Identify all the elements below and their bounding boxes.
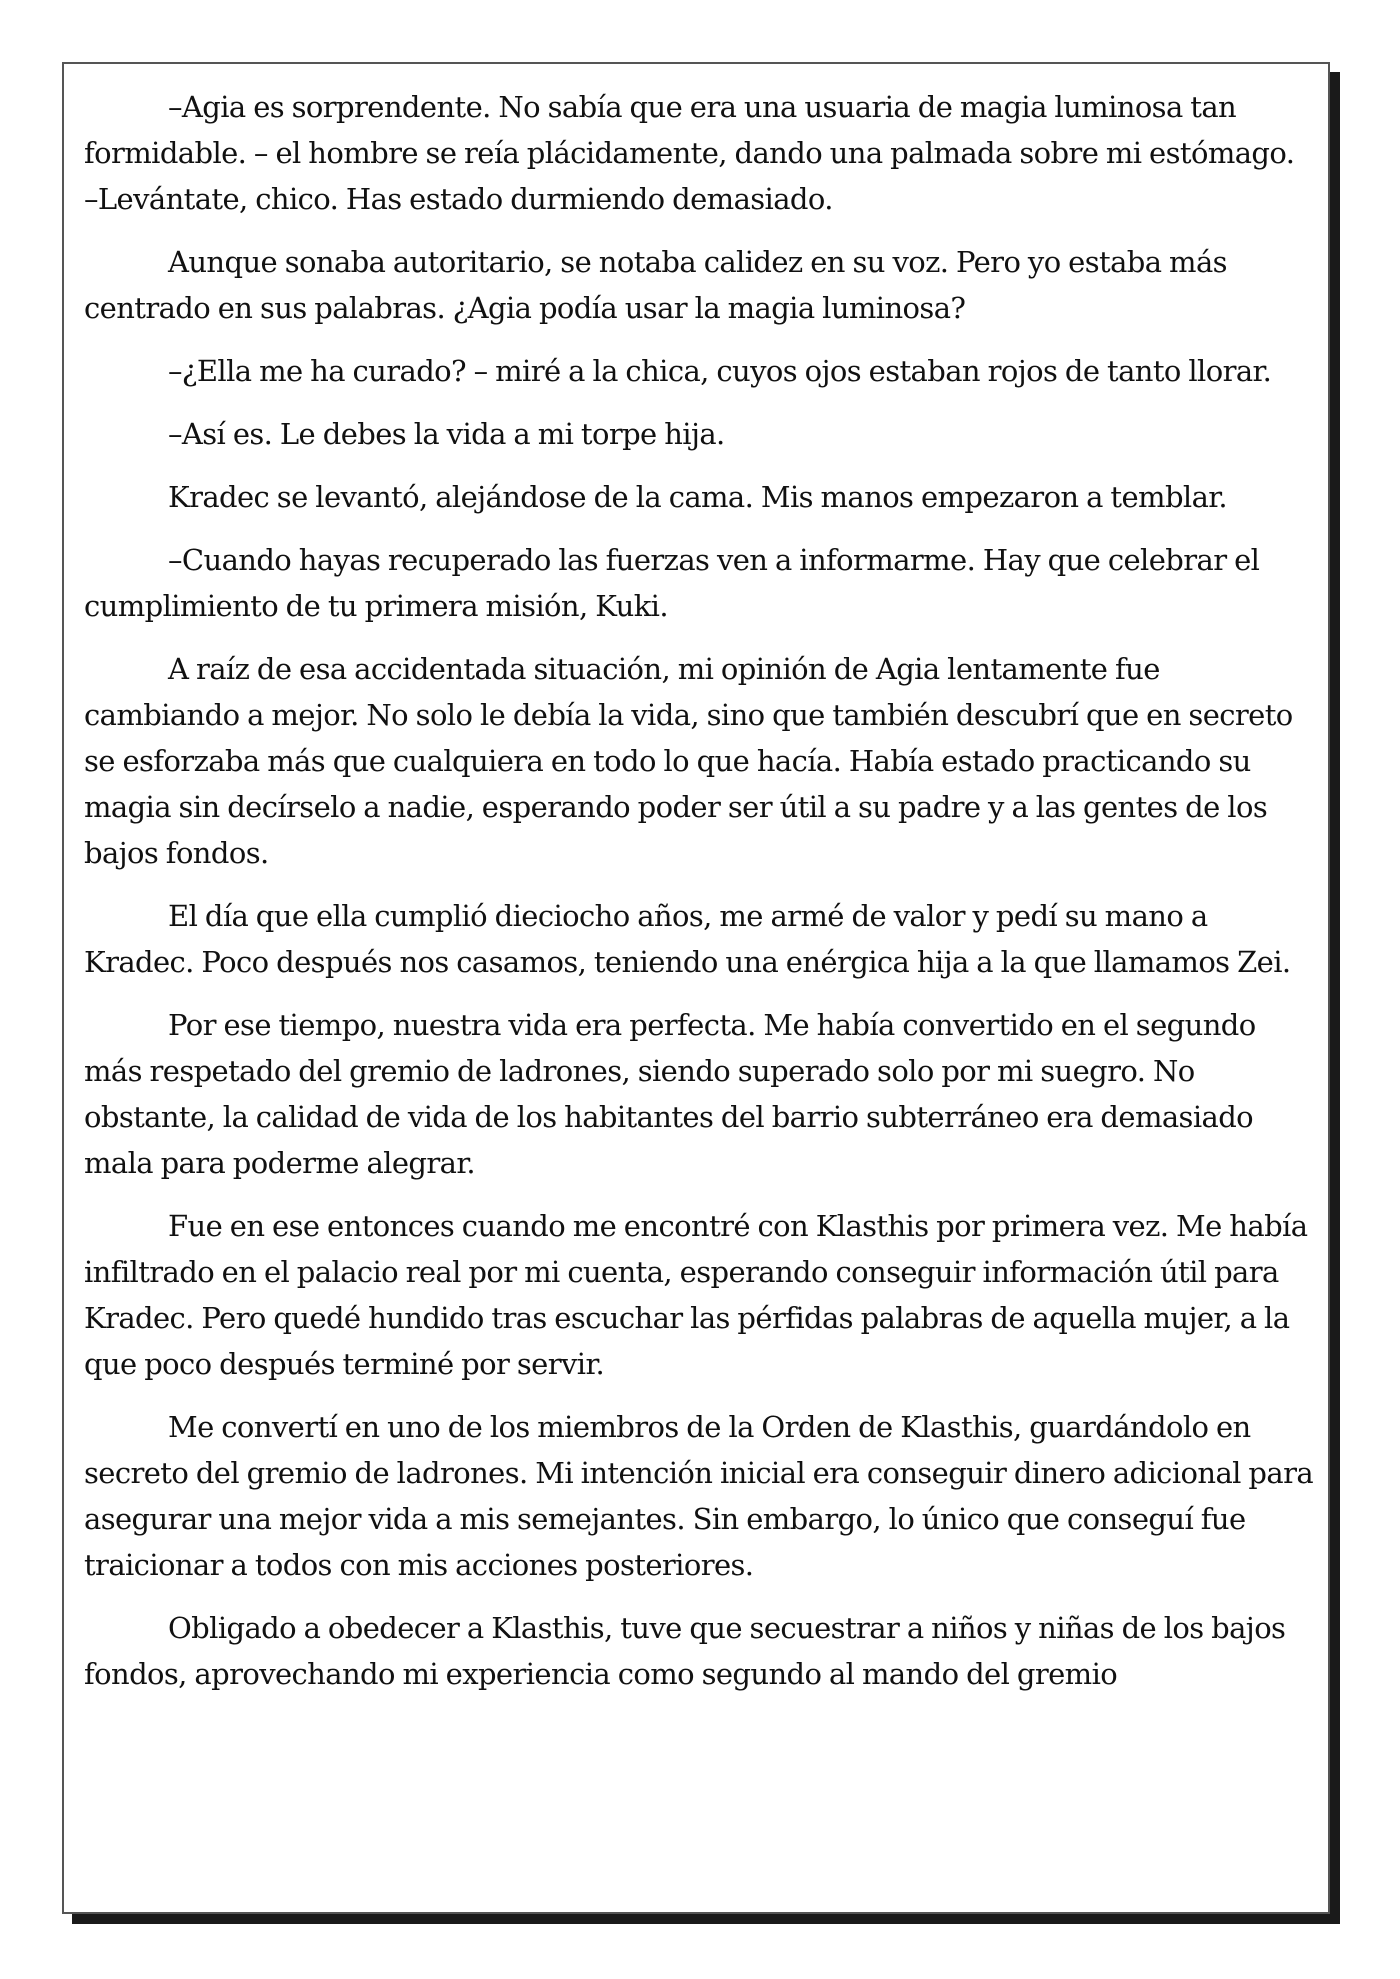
paragraph: Obligado a obedecer a Klasthis, tuve que secuestrar a niños y niñas de los bajos fondos, aprovechando mi experiencia como segundo al mando del gremio (84, 1611, 1286, 1691)
paragraph: A raíz de esa accidentada situación, mi opinión de Agia lentamente fue cambiando a mejor. No solo le debía la vida, sino que también descubrí que en secreto se esforzaba más que cualquiera en todo lo que hacía. Había estado practicando su magia sin decírselo a nadie, esperando poder ser útil a su padre y a las gentes de los bajos fondos. (84, 652, 1293, 870)
paragraph: –Agia es sorprendente. No sabía que era una usuaria de magia luminosa tan formidable. – el hombre se reía plácidamente, dando una palmada sobre mi estómago. –Levántate, chico. Has estado durmiendo demasiado. (84, 90, 1295, 216)
text-body (84, 84, 1314, 1714)
paragraph: Fue en ese entonces cuando me encontré con Klasthis por primera vez. Me había infiltrado en el palacio real por mi cuenta, esperando conseguir información útil para Kradec. Pero quedé hundido tras escuchar las pérfidas palabras de aquella mujer, a la que poco después terminé por servir. (84, 1209, 1308, 1381)
paragraph: Aunque sonaba autoritario, se notaba calidez en su voz. Pero yo estaba más centrado en sus palabras. ¿Agia podía usar la magia luminosa? (84, 245, 1227, 325)
paragraph: Kradec se levantó, alejándose de la cama. Mis manos empezaron a temblar. (168, 480, 1227, 514)
paragraph: –Cuando hayas recuperado las fuerzas ven a informarme. Hay que celebrar el cumplimiento de tu primera misión, Kuki. (84, 543, 1260, 623)
paragraph: –¿Ella me ha curado? – miré a la chica, cuyos ojos estaban rojos de tanto llorar. (168, 354, 1272, 388)
page-frame (62, 62, 1330, 1914)
paragraph: Por ese tiempo, nuestra vida era perfecta. Me había convertido en el segundo más respetado del gremio de ladrones, siendo superado solo por mi suegro. No obstante, la calidad de vida de los habitantes del barrio subterráneo era demasiado mala para poderme alegrar. (84, 1008, 1256, 1180)
paragraph: Me convertí en uno de los miembros de la Orden de Klasthis, guardándolo en secreto del gremio de ladrones. Mi intención inicial era conseguir dinero adicional para asegurar una mejor vida a mis semejantes. Sin embargo, lo único que conseguí fue traicionar a todos con mis acciones posteriores. (84, 1410, 1314, 1582)
paragraph: El día que ella cumplió dieciocho años, me armé de valor y pedí su mano a Kradec. Poco después nos casamos, teniendo una enérgica hija a la que llamamos Zei. (84, 899, 1291, 979)
paragraph: –Así es. Le debes la vida a mi torpe hija. (168, 417, 725, 451)
